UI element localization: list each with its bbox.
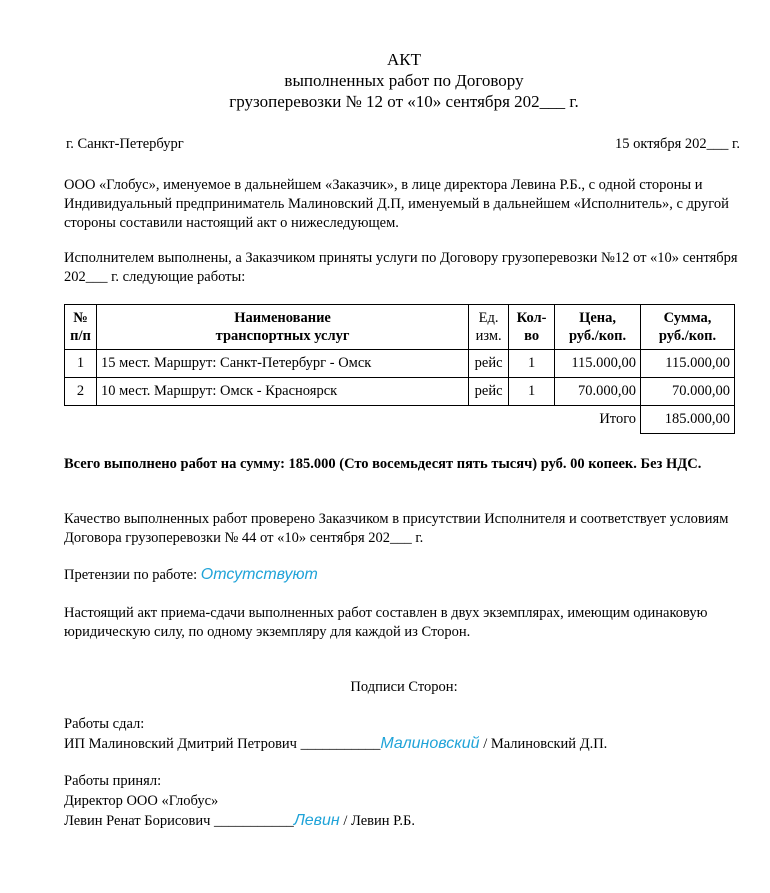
cell-qty: 1: [509, 350, 555, 378]
header-name: Наименование транспортных услуг: [96, 305, 468, 350]
quality-paragraph: Качество выполненных работ проверено Заказчиком в присутствии Исполнителя и соответствует условиям Договора грузоперевозки № 44 от «10» сентября 202___ г.: [64, 511, 729, 546]
cell-sum: 70.000,00: [641, 378, 735, 406]
doc-contract-ref: грузоперевозки № 12 от «10» сентября 202___ г.: [229, 92, 579, 111]
table-header-row: [65, 305, 735, 350]
accepted-label: Работы принял:: [64, 773, 162, 789]
header-sum: Сумма, руб./коп.: [641, 305, 735, 350]
header-qty: Кол- во: [509, 305, 555, 350]
doc-title: АКТ: [387, 50, 421, 69]
cell-unit: рейс: [469, 350, 509, 378]
act-date: 15 октября 202___ г.: [614, 136, 740, 152]
works-table: [64, 304, 735, 434]
accepted-position: Директор ООО «Глобус»: [64, 793, 219, 809]
table-row: [65, 350, 735, 378]
table-total-row: [65, 406, 735, 434]
doc-subtitle: выполненных работ по Договору: [284, 71, 524, 90]
handed-signature: Малиновский: [380, 735, 480, 752]
cell-sum: 115.000,00: [641, 350, 735, 378]
cell-price: 70.000,00: [555, 378, 641, 406]
accepted-signature: Левин: [293, 812, 340, 829]
cell-num: 2: [65, 378, 97, 406]
table-row: [65, 378, 735, 406]
claims-value: Отсутствуют: [200, 566, 318, 583]
accepted-signature-line: [64, 811, 415, 831]
cell-name: 10 мест. Маршрут: Омск - Красноярск: [96, 378, 468, 406]
intro-paragraph: ООО «Глобус», именуемое в дальнейшем «Заказчик», в лице директора Левина Р.Б., с одной стороны и Индивидуальный предприниматель Малиновский Д.П, именуемый в дальнейшем «Исполнитель», с другой стороны составили настоящий акт о нижеследующем.: [64, 177, 729, 231]
copies-paragraph: Настоящий акт приема-сдачи выполненных работ составлен в двух экземплярах, имеющим одинаковую юридическую силу, по одному экземпляру для каждой из Сторон.: [64, 605, 708, 640]
handed-signature-line: [64, 734, 607, 754]
handed-label: Работы сдал:: [64, 716, 145, 732]
header-price: Цена, руб./коп.: [555, 305, 641, 350]
handed-decode: / Малиновский Д.П.: [479, 736, 608, 752]
header-unit: Ед. изм.: [469, 305, 509, 350]
claims-line: [64, 565, 318, 585]
accepted-decode: / Левин Р.Б.: [339, 813, 416, 829]
claims-label: Претензии по работе:: [64, 567, 201, 583]
cell-qty: 1: [509, 378, 555, 406]
accepted-name: Левин Ренат Борисович ___________: [64, 813, 294, 829]
signatures-heading: Подписи Сторон:: [350, 679, 458, 695]
total-summary: Всего выполнено работ на сумму: 185.000 (Сто восемьдесят пять тысяч) руб. 00 копеек. Без НДС.: [64, 456, 702, 472]
cell-price: 115.000,00: [555, 350, 641, 378]
handed-name: ИП Малиновский Дмитрий Петрович ___________: [64, 736, 381, 752]
total-value: 185.000,00: [641, 406, 735, 434]
cell-name: 15 мест. Маршрут: Санкт-Петербург - Омск: [96, 350, 468, 378]
cell-num: 1: [65, 350, 97, 378]
city: г. Санкт-Петербург: [66, 136, 184, 152]
header-num: № п/п: [65, 305, 97, 350]
total-label: Итого: [555, 406, 641, 434]
services-intro: Исполнителем выполнены, а Заказчиком приняты услуги по Договору грузоперевозки №12 от «10» сентября 202___ г. следующие работы:: [64, 250, 738, 285]
cell-unit: рейс: [469, 378, 509, 406]
